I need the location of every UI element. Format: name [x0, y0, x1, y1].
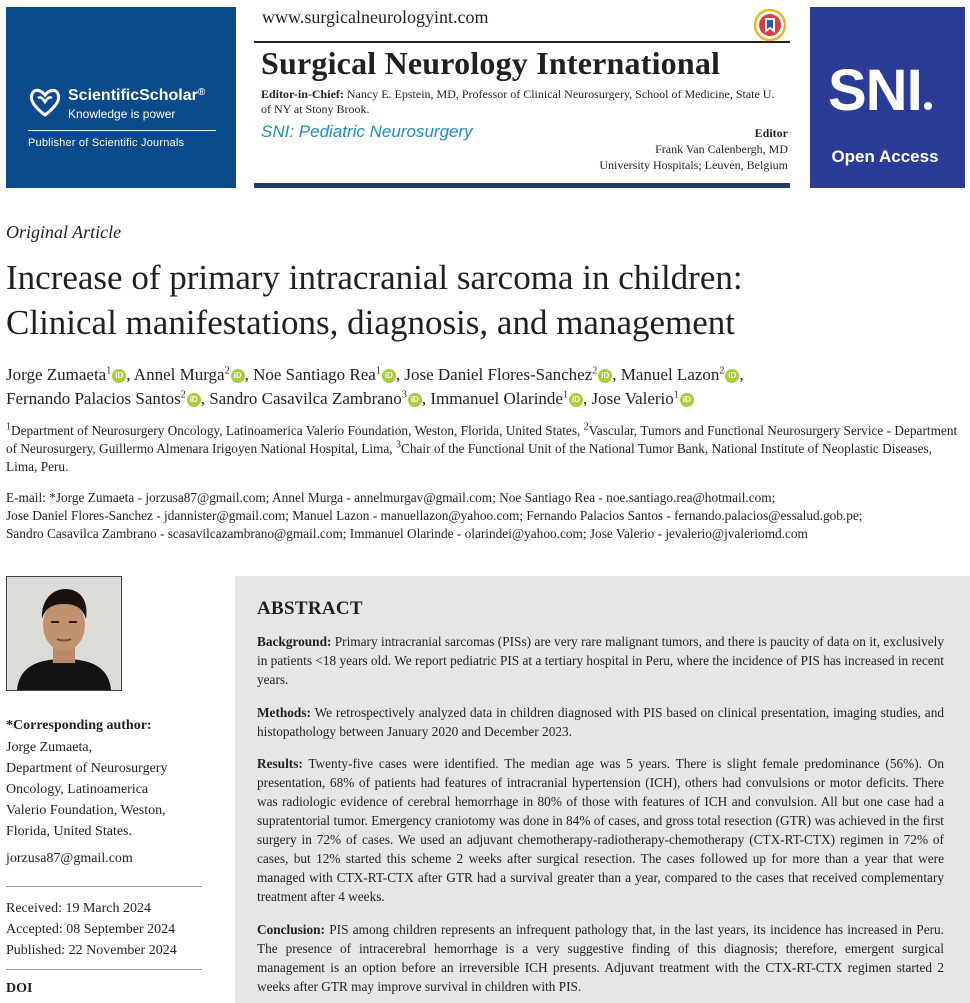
sni-logo: SNI — [828, 57, 932, 124]
author-name: Jose Daniel Flores-Sanchez — [404, 365, 593, 384]
editor-in-chief: Editor-in-Chief: Nancy E. Epstein, MD, Professor of Clinical Neurosurgery, School of Medicine, State U. of NY at Stony Brook. — [261, 87, 775, 116]
journal-title: Surgical Neurology International — [261, 45, 721, 81]
corresponding-author-label: *Corresponding author: — [6, 718, 152, 733]
abstract-panel — [235, 576, 970, 1003]
author-portrait-icon — [7, 577, 121, 690]
article-title-line-2: Clinical manifestations, diagnosis, and management — [6, 303, 736, 342]
orcid-icon[interactable]: iD — [112, 369, 126, 383]
publisher-subtitle: Publisher of Scientific Journals — [28, 137, 185, 149]
accepted-date: Accepted: 08 September 2024 — [6, 922, 176, 937]
email-line: Jose Daniel Flores-Sanchez - jdannister@gmail.com; Manuel Lazon - manuellazon@yahoo.com; Fernando Palacios Santos - fernando.palacios@essalud.gob.pe; — [6, 508, 863, 523]
site-url-link[interactable]: www.surgicalneurologyint.com — [262, 7, 489, 27]
email-line: Sandro Casavilca Zambrano - scasavilcazambrano@gmail.com; Immanuel Olarinde - olarindei@yahoo.com; Jose Valerio - jevalerio@jvaleriomd.com — [6, 526, 808, 541]
orcid-icon[interactable]: iD — [569, 393, 583, 407]
author-list: Jorge Zumaeta$^1$ iD , Annel Murga$^2$ iD , Noe Santiago Rea$^1$ iD , Jose Daniel Flores-Sanchez$^2$ iD , Manuel Lazon$^2$ iD , Fernando Palacios Santos$^2$ iD , Sandro Casavilca Zambrano$^3$ iD , Immanuel Olarinde$^1$ iD , Jose Valerio$^1$ iD — [6, 365, 744, 408]
orcid-icon[interactable]: iD — [231, 369, 245, 383]
author-name: Manuel Lazon — [620, 365, 720, 384]
corresponding-author-details: Jorge Zumaeta, Department of Neurosurgery Oncology, Latinoamerica Valerio Foundation, Weston, Florida, United States. — [6, 740, 168, 839]
open-access-label: Open Access — [831, 147, 939, 166]
article-type: Original Article — [6, 222, 122, 242]
orcid-icon[interactable]: iD — [382, 369, 396, 383]
author-name: Immanuel Olarinde — [430, 389, 563, 408]
article-dates — [6, 898, 206, 961]
publisher-logo-panel — [6, 7, 236, 188]
article-title-line-1: Increase of primary intracranial sarcoma in children: — [6, 258, 743, 297]
sni-logo-panel — [810, 7, 965, 188]
sidebar-divider — [6, 886, 202, 887]
publisher-brand — [28, 85, 228, 125]
editor-affiliation: University Hospitals; Leuven, Belgium — [599, 158, 788, 172]
published-date: Published: 22 November 2024 — [6, 943, 177, 958]
editor-name: Frank Van Calenbergh, MD — [655, 142, 788, 156]
doi-label: DOI — [6, 981, 33, 996]
journal-header — [254, 7, 790, 188]
abstract-background: Background: Primary intracranial sarcomas (PISs) are very rare malignant tumors, and there is paucity of data on it, exclusively in patients <18 years old. We report pediatric PIS at a tertiary hospital in Peru, where the incidence of PIS has increased in recent years. — [257, 634, 944, 687]
abstract-conclusion: Conclusion: PIS among children represents an infrequent pathology that, in the last years, its incidence has increased in Peru. The presence of intracerebral hemorrhage is a very suggestive finding of this diagnosis; therefore, emergent surgical management is an option before an irreversible ICH presents. Adjuvant treatment with the CTX-RT-CTX regimen started 2 weeks after GTR may improve survival in children with PIS. — [257, 922, 944, 994]
abstract-heading: ABSTRACT — [257, 598, 363, 619]
abstract-results: Results: Twenty-five cases were identified. The median age was 5 years. There is slight female predominance (56%). On presentation, 68% of patients had features of intracranial hypertension (ICH), others had convulsions or motor deficits. There was radiologic evidence of cerebral hemorrhage in 80% of those with features of ICH and convulsion. All but one case had a supratentorial tumor. Emergency craniotomy was done in 84% of cases, and gross total resection (GTR) was achieved in the first surgery in 72% of cases. We used an adjuvant chemotherapy-radiotherapy-chemotherapy (CTX-RT-CTX) regimen in 72% of cases, but 12% started this scheme 2 weeks after surgical resection. The cases followed up for more than a year that were managed with CTX-RT-CTX after GTR had a survival greater than a year, compared to the cases that received complementary treatment after 4 weeks. — [257, 756, 944, 904]
email-line: E-mail: *Jorge Zumaeta - jorzusa87@gmail.com; Annel Murga - annelmurgav@gmail.com; Noe Santiago Rea - noe.santiago.rea@hotmail.com; — [6, 490, 776, 505]
orcid-icon[interactable]: iD — [408, 393, 422, 407]
publisher-divider — [28, 130, 216, 131]
publisher-name: ScientificScholar® — [68, 87, 206, 104]
sni-logo-dot — [924, 102, 932, 110]
publisher-tagline: Knowledge is power — [68, 107, 176, 121]
abstract-methods: Methods: We retrospectively analyzed data in children diagnosed with PIS based on clinical presentation, imaging studies, and histopathology between January 2020 and December 2023. — [257, 705, 944, 739]
editor-label: Editor — [754, 126, 788, 140]
corresponding-email-link[interactable]: jorzusa87@gmail.com — [6, 851, 133, 866]
author-name: Jose Valerio — [591, 389, 674, 408]
author-emails — [6, 489, 966, 543]
section-editor — [488, 125, 788, 173]
author-photo — [6, 576, 122, 691]
header-rule-bottom — [254, 183, 790, 188]
author-name: Jorge Zumaeta — [6, 365, 107, 384]
author-name: Fernando Palacios Santos — [6, 389, 181, 408]
orcid-icon[interactable]: iD — [187, 393, 201, 407]
orcid-icon[interactable]: iD — [680, 393, 694, 407]
article-title — [6, 255, 966, 345]
heart-hands-icon — [28, 85, 62, 119]
received-date: Received: 19 March 2024 — [6, 901, 152, 916]
author-name: Sandro Casavilca Zambrano — [209, 389, 402, 408]
orcid-icon[interactable]: iD — [598, 369, 612, 383]
affiliations: $^1$Department of Neurosurgery Oncology, Latinoamerica Valerio Foundation, Weston, Florida, United States, $^2$Vascular, Tumors and Functional Neurosurgery Service - Department of Neurosurgery, Guillermo Almenara Irigoyen National Hospital, Lima, $^3$Chair of the Functional Unit of the National Tumor Bank, National Institute of Neoplastic Diseases, Lima, Peru. — [6, 421, 958, 474]
author-name: Noe Santiago Rea — [253, 365, 376, 384]
journal-section: SNI: Pediatric Neurosurgery — [261, 122, 473, 141]
header-rule-top — [254, 41, 790, 43]
sidebar-divider — [6, 969, 202, 970]
bookmark-badge-icon — [754, 9, 786, 41]
orcid-icon[interactable]: iD — [725, 369, 739, 383]
author-name: Annel Murga — [133, 365, 225, 384]
